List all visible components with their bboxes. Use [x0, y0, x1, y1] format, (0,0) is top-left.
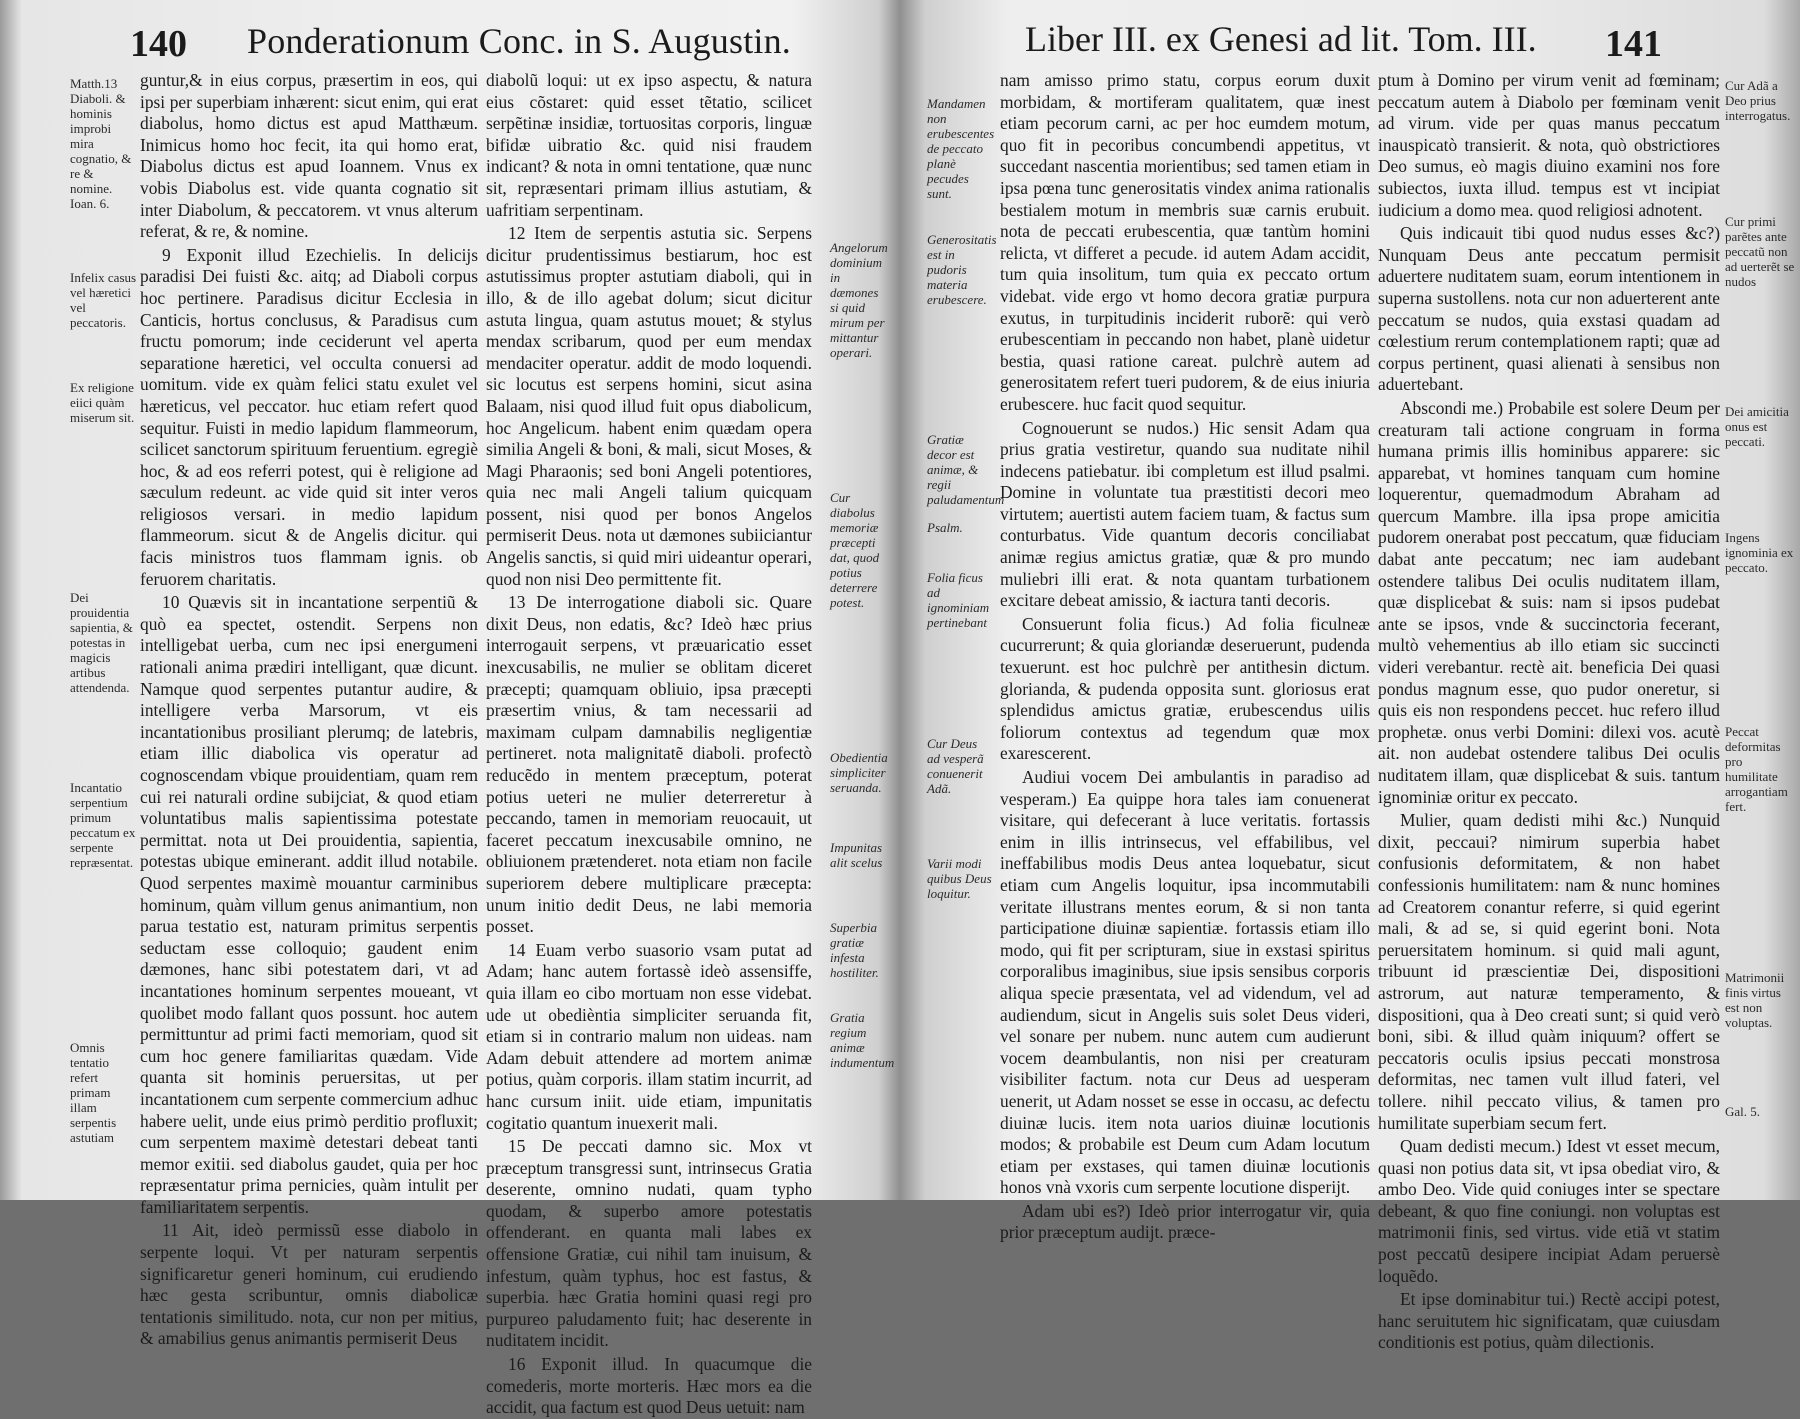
margin-note: Varii modi quibus Deus loquitur.	[927, 856, 992, 901]
margin-note: Generositatis est in pudoris materia erubescere.	[927, 232, 997, 307]
margin-note: Dei prouidentia sapientia, & potestas in magicis artibus attendenda.	[70, 590, 133, 695]
paragraph: nam amisso primo statu, corpus eorum duxit morbidam, & mortiferam qualitatem, quæ inest etiam pecorum carni, ac per hoc eumdem motum, quo fit in pecoribus concumbendi appetitus, vt succedant nascentia morientibus; sed tamen etiam in ipsa pœna tunc generositatis vindex anima rationalis bestialem motum in membris suæ carnis erubuit. nota de peccati erubescentia, quæ tantùm homini relicta, vt differet a pecude. id autem Adam accidit, tum quia insolitum, tum quia ex peccato ortum videbat. vide ergo vt homo decora gratiæ purpura exutus, in turpitudinis inciderit ruborẽ: qui verò erubescentiam in peccando non habet, planè uidetur bestia, quasi ratione careat. pulchrè autem ad generositatem refert tueri pudorem, & de eius iniuria erubescere. huc facit quod sequitur.	[1000, 70, 1370, 414]
right-page	[905, 0, 1800, 1353]
margin-note: Psalm.	[927, 520, 963, 535]
margin-note: Angelorum dominium in dæmones si quid mirum per mittantur operari.	[830, 240, 888, 360]
margin-note: Obedientia simpliciter seruanda.	[830, 750, 888, 795]
paragraph: 16 Exponit illud. In quacumque die comederis, morte morteris. Hæc mors ea die accidit, qua factum est quod Deus uetuit: nam	[486, 1354, 812, 1418]
paragraph: Quis indicauit tibi quod nudus esses &c?) Nunquam Deus ante peccatum permisit aduertere nuditatem suam, eorum intentionem in superna sustollens. nota cur non aduerterent ante peccatum se nudos, quia exstasi quadam ad cœlestium rerum contemplationem rapti; quæ ad corpus pertinent, quasi alienati à sensibus non aduertebant.	[1378, 223, 1720, 395]
paragraph: 14 Euam verbo suasorio vsam putat ad Adam; hanc autem fortassè ideò assensiffe, quia illam eo cibo mortuam non esse videbat. ude ut obedièntia simpliciter seruanda fit, etiam si in contrario malum non uideas. nam Adam debuit attendere ad mortem animæ potius, quàm corporis. illam statim incurrit, ad hanc cursum iniit. uide etiam, impunitatis cogitatio quantum inuexerit mali.	[486, 939, 812, 1133]
paragraph: ptum à Domino per virum venit ad fœminam; peccatum autem à Diabolo per fœminam venit ad virum. vide per quas manus peccatum inauspicatò transierit. & nota, quò obstrictiores Deo sumus, eò magis diuino examini nos fore subiectos, iuxta illud. tempus est vt incipiat iudicium a domo mea. quod religiosi adnotent.	[1378, 70, 1720, 220]
margin-note: Ingens ignominia ex peccato.	[1725, 530, 1794, 575]
paragraph: Audiui vocem Dei ambulantis in paradiso ad vesperam.) Ea quippe hora tales iam conuenerat visitare, qui defecerant à luce veritatis. fortassis enim in illis intrinsecus, vel effabilibus, vel ineffabilibus modis Deus antea loquebatur, sicut etiam cum Angelis loquitur, ipsa incommutabili veritate illustrans mentes eorum, & si non tanta participatione diuinæ sapientiæ. fortassis etiam illo modo, qui fit per scripturam, siue in exstasi spiritus corporalibus imaginibus, siue ipsis sensibus corporis aliqua specie præsentata, vel ad videndum, vel ad audiendum, sicut in Angelis suis solet Deus videri, vel sonare per nubem. nunc autem cum audierunt vocem deambulantis, non nisi per creaturam visibiliter factum. nota cur Deus ad uesperam uenerit, ut Adam nosset se esse in occasu, ac defectu diuinæ lucis. item nota uarios diuinæ locutionis modos; & probabile est Deum cum Adam locutum etiam per exstases, qui tamen diuinæ locutionis honos vnà vxoris cum serpente locutione disperijt.	[1000, 767, 1370, 1198]
paragraph: 12 Item de serpentis astutia sic. Serpens dicitur prudentissimus bestiarum, hoc est astutissimus propter astutiam diaboli, qui in illo, & de illo agebat dolum; sicut dicitur astuta lingua, quam astutus mouet; & stylus mendax scribarum, quod per eum mendax mendaciter operatur. addit de modo loquendi. sic locutus est serpens homini, sicut asina Balaam, nisi quod illud fuit opus diabolicum, hoc Angelicum. habent enim quædam opera similia Angeli & boni, & mali, sicut Moses, & Magi Pharaonis; sed boni Angeli potentiores, quia nec mali Angeli talium quicquam possent, nisi quod per bonos Angelos permiserit Deus. nota ut dæmones subiiciantur Angelis sanctis, si quid miri uideantur operari, quod non nisi Deo permittente fit.	[486, 223, 812, 589]
margin-note: Matrimonii finis virtus est non voluptas.	[1725, 970, 1785, 1030]
paragraph: 9 Exponit illud Ezechielis. In delicijs paradisi Dei fuisti &c. aitq; ad Diaboli corpus hoc pertinere. Paradisus dicitur Ecclesia in Canticis, hortus conclusus, & Paradisus cum fructu pomorum; inde ceciderunt vel aperta separatione hæretici, vel occulta conuersi ad uomitum. vide ex quàm felici statu exulet vel hæreticus, vel peccator. huc etiam refert quod sequitur. Fuisti in medio lapidum flammeorum, scilicet sanctorum spirituum feruentium. egregiè hoc, & ad eos referri potest, qui è religione ad sæculum redeunt. ac vide quid sit inter veros religiosos versari. in medio lapidum flammeorum. sicut & de Angelis dicitur. qui facis ministros tuos flammam ignis. ob feruorem charitatis.	[140, 244, 478, 589]
left-page-number: 140	[130, 23, 187, 65]
margin-note: Gratiæ decor est animæ, & regii paludamentum	[927, 432, 1005, 507]
left-column-1	[140, 70, 478, 1349]
margin-note: Omnis tentatio refert primam illam serpentis astutiam	[70, 1040, 117, 1145]
margin-note: Dei amicitia onus est peccati.	[1725, 404, 1789, 449]
left-page	[0, 0, 895, 1418]
margin-note: Incantatio serpentium primum peccatum ex serpente repræsentat.	[70, 780, 136, 870]
margin-note: Cur Deus ad vesperã conuenerit Adã.	[927, 736, 984, 796]
paragraph: Mulier, quam dedisti mihi &c.) Nunquid dixit, peccaui? nimirum superbia habet confusionis deformitatem, & non habet confessionis humilitatem: nam & nunc homines ad Creatorem conantur referre, si quid egerint mali, & ad se, si quid egerint boni. Nota peruersitatem hominum. si quid mali agunt, tribuunt id præscientiæ Dei, dispositioni astrorum, aut naturæ temperamento, & dispositioni, qua à Deo creati sunt; si quid verò boni, sibi. & illud quàm iniquum? offert se peccatoris oculis ipsius peccati monstrosa deformitas, nec tamen vult illud fateri, vel tollere. nihil peccato vilius, & tamen pro humilitate superbiam secum fert.	[1378, 810, 1720, 1133]
margin-note: Cur primi parẽtes ante peccatũ non ad uerterẽt se nudos	[1725, 214, 1795, 289]
paragraph: Consuerunt folia ficus.) Ad folia ficulneæ cucurrerunt; & quia gloriandæ deseruerunt, pudenda texuerunt. est hoc pulchrè per antithesin dictum. glorianda, & pudenda opposita sunt. gloriosus erat splendidus amictus gratiæ, erubescendus uilis foliorum contextus ad tegendum quæ mox exarescerent.	[1000, 613, 1370, 764]
paragraph: diabolũ loqui: ut ex ipso aspectu, & natura eius cõstaret: quid esset tẽtatio, scilicet serpẽtinæ insidiæ, tortuositas corporis, linguæ bifidæ uibratio &c. quid nisi fraudem indicant? & nota in omni tentatione, quæ nunc sit, repræsentari primam illius astutiam, & uafritiam serpentinam.	[486, 70, 812, 220]
paragraph: 13 De interrogatione diaboli sic. Quare dixit Deus, non edatis, &c? Ideò hæc prius interrogauit serpens, vt præuaricatio esset inexcusabilis, ne mulier se oblitam diceret præcepti; quamquam obliuio, ipsa præcepti præsertim vnius, & tam necessarii ad maximam culpam damnabilis negligentiæ pertineret. nota malignitatẽ diaboli. profectò reducẽdo in mentem præceptum, poterat potius ueteri ne mulier deterreretur à peccando, tamen in memoriam reuocauit, ut faceret peccatum inexcusabile omnino, ne obliuionem prætenderet. nota etiam non facile superiorem debere multiplicare præcepta: unum initio dedit Deus, ne labi memoria posset.	[486, 592, 812, 937]
margin-note: Cur diabolus memoriæ præcepti dat, quod potius deterrere potest.	[830, 490, 880, 610]
margin-note: Superbia gratiæ infesta hostiliter.	[830, 920, 879, 980]
paragraph: 11 Ait, ideò permissũ esse diabolo in serpente loqui. Vt per naturam serpentis significaretur generi hominum, cui erudiendo hæc gesta scribuntur, omnis diabolicæ tentationis similitudo. nota, cur non per mitius, & amabilius genus animantis permiserit Deus	[140, 1220, 478, 1349]
paragraph: Abscondi me.) Probabile est solere Deum per creaturam tali actione congruam in forma humana primis illis hominibus apparere: sic apparebat, vt homines tanquam cum homine loquerentur, quemadmodum Abraham ad quercum Mambre. illa ipsa prope amicitia pudorem onerabat post peccatum, quæ fiduciam dabat ante peccatum; nec iam audebant ostendere talibus Dei oculis nuditatem illam, quæ displicebat & suis: nam si ipsos pudebat ante se ipsos, vnde & succinctoria fecerant, multò vehementius ab illo etiam sic succincti videri verebantur. rectè ait. beneficia Dei quasi pondus magnum esse, quo pudor oneretur, si quis eis non respondens peccet. huc refero illud prophetæ. onus verbi Domini: dilexi vos. acutè ait. non audebat ostendere talibus Dei oculis nuditatem illam, quæ displicebat & suis. tantum ignominiæ oritur ex peccato.	[1378, 397, 1720, 807]
margin-note: Matth.13 Diaboli. & hominis improbi mira cognatio, & re & nomine. Ioan. 6.	[70, 76, 132, 211]
paragraph: Et ipse dominabitur tui.) Rectè accipi potest, hanc seruitutem hic significatam, quæ cuiusdam conditionis est potius, quàm dilectionis.	[1378, 1289, 1720, 1353]
right-page-number: 141	[1605, 23, 1662, 65]
margin-note: Mandamen non erubescentes de peccato planè pecudes sunt.	[927, 96, 995, 201]
right-running-title: Liber III. ex Genesi ad lit. Tom. III.	[1025, 19, 1537, 59]
margin-note: Peccat deformitas pro humilitate arrogantiam fert.	[1725, 724, 1788, 814]
paragraph: Quam dedisti mecum.) Idest vt esset mecum, quasi non potius data sit, vt ipsa obediat viro, & ambo Deo. Vide quid coniuges inter se spectare debeant, & quo fine coniungi. non voluptas est matrimonii finis, sed virtus. vide etiã vt statim post peccatũ desipere incipiat Adam peruersè loquẽdo.	[1378, 1136, 1720, 1286]
margin-note: Cur Adã a Deo prius interrogatus.	[1725, 78, 1791, 123]
right-column-1	[1000, 70, 1370, 1243]
margin-note: Gal. 5.	[1725, 1104, 1761, 1119]
margin-note: Infelix casus vel hæretici vel peccatoris.	[70, 270, 137, 330]
paragraph: guntur,& in eius corpus, præsertim in eos, qui ipsi per superbiam inhærent: sicut enim, qui erat diabolus, homo dictus est apud Matthæum. Inimicus homo hoc fecit, ita qui homo erat, Diabolus dictus est apud Ioannem. Vnus ex vobis Diabolus est. vide quanta cognatio sit inter Diabolum, & peccatorem. vt vnus alterum referat, & re, & nomine.	[140, 70, 478, 242]
paragraph: 15 De peccati damno sic. Mox vt præceptum transgressi sunt, intrinsecus Gratia deserente, omnino nudati, quam typho quodam, & superbo amore potestatis offenderant. en quanta mali labes ex offensione Gratiæ, cui nihil tam inuisum, & infestum, quàm typhus, hoc est fastus, & superbia. hæc Gratia homini quasi regi pro purpureo paludamento fuit; hac deserente in nuditatem incidit.	[486, 1136, 812, 1351]
left-running-title: Ponderationum Conc. in S. Augustin.	[247, 21, 792, 61]
paragraph: 10 Quævis sit in incantatione serpentiũ & quò ea spectet, ostendit. Serpens non intelligebat uerba, cum nec ipsi energumeni rationali anima prædiri intelligant, quæ dicunt. Namque quod serpentes putantur audire, & intelligere verba Marsorum, vt eis incantationibus prosiliant plerumq; de latebris, etiam illic diabolica vis operatur ad cognoscendam vbique prouidentiam, quam rem cui rei naturali ordine subijciat, & quod etiam voluntatibus malis sapientissima potestate permittat. nota ut Dei prouidentia, sapientia, potestas ubique eminerant. addit illud notabile. Quod serpentes maximè mouantur carminibus hominum, quàm villum genus animantium, non parua testatio est, naturam primitus serpentis seductam esse colloquio; gaudent enim dæmones, hanc sibi potestatem dari, vt ad incantationes hominum serpentes moueant, vt quolibet modo fallant quos possunt. hoc autem permittuntur ad primi facti memoriam, quod sit cum hoc genere familiaritas quædam. Vide quanta sit hominis peruersitas, ut per incantationem cum serpente commercium adhuc habere uelit, unde eius primò perditio profluxit; cum serpentem maximè detestari debeat tanti memor exitii. sed diabolus gaudet, quia per hoc repræsentatur prima pernicies, quàm intulit per familiaritatem serpentis.	[140, 592, 478, 1217]
margin-note: Gratia regium animæ indumentum	[830, 1010, 895, 1070]
margin-note: Ex religione eiici quàm miserum sit.	[70, 380, 135, 425]
margin-note: Impunitas alit scelus	[830, 840, 883, 870]
left-column-2	[486, 70, 812, 1418]
paragraph: Adam ubi es?) Ideò prior interrogatur vir, quia prior præceptum audijt. præce-	[1000, 1200, 1370, 1243]
margin-note: Folia ficus ad ignominiam pertinebant	[927, 570, 990, 630]
paragraph: Cognouerunt se nudos.) Hic sensit Adam qua prius gratia vestiretur, quando sua nuditate nihil indecens patiebatur. ibi completum est illud psalmi. Domine in voluntate tua præstitisti decori meo virtutem; auertisti autem faciem tuam, & factus sum conturbatus. Vide quantum decoris conciliabat animæ regius amictus gratiæ, quæ & pro mundo muliebri illi erat. & nota quantam turbationem excitare debeat amissio, & iactura tanti decoris.	[1000, 417, 1370, 611]
right-column-2	[1378, 70, 1720, 1353]
